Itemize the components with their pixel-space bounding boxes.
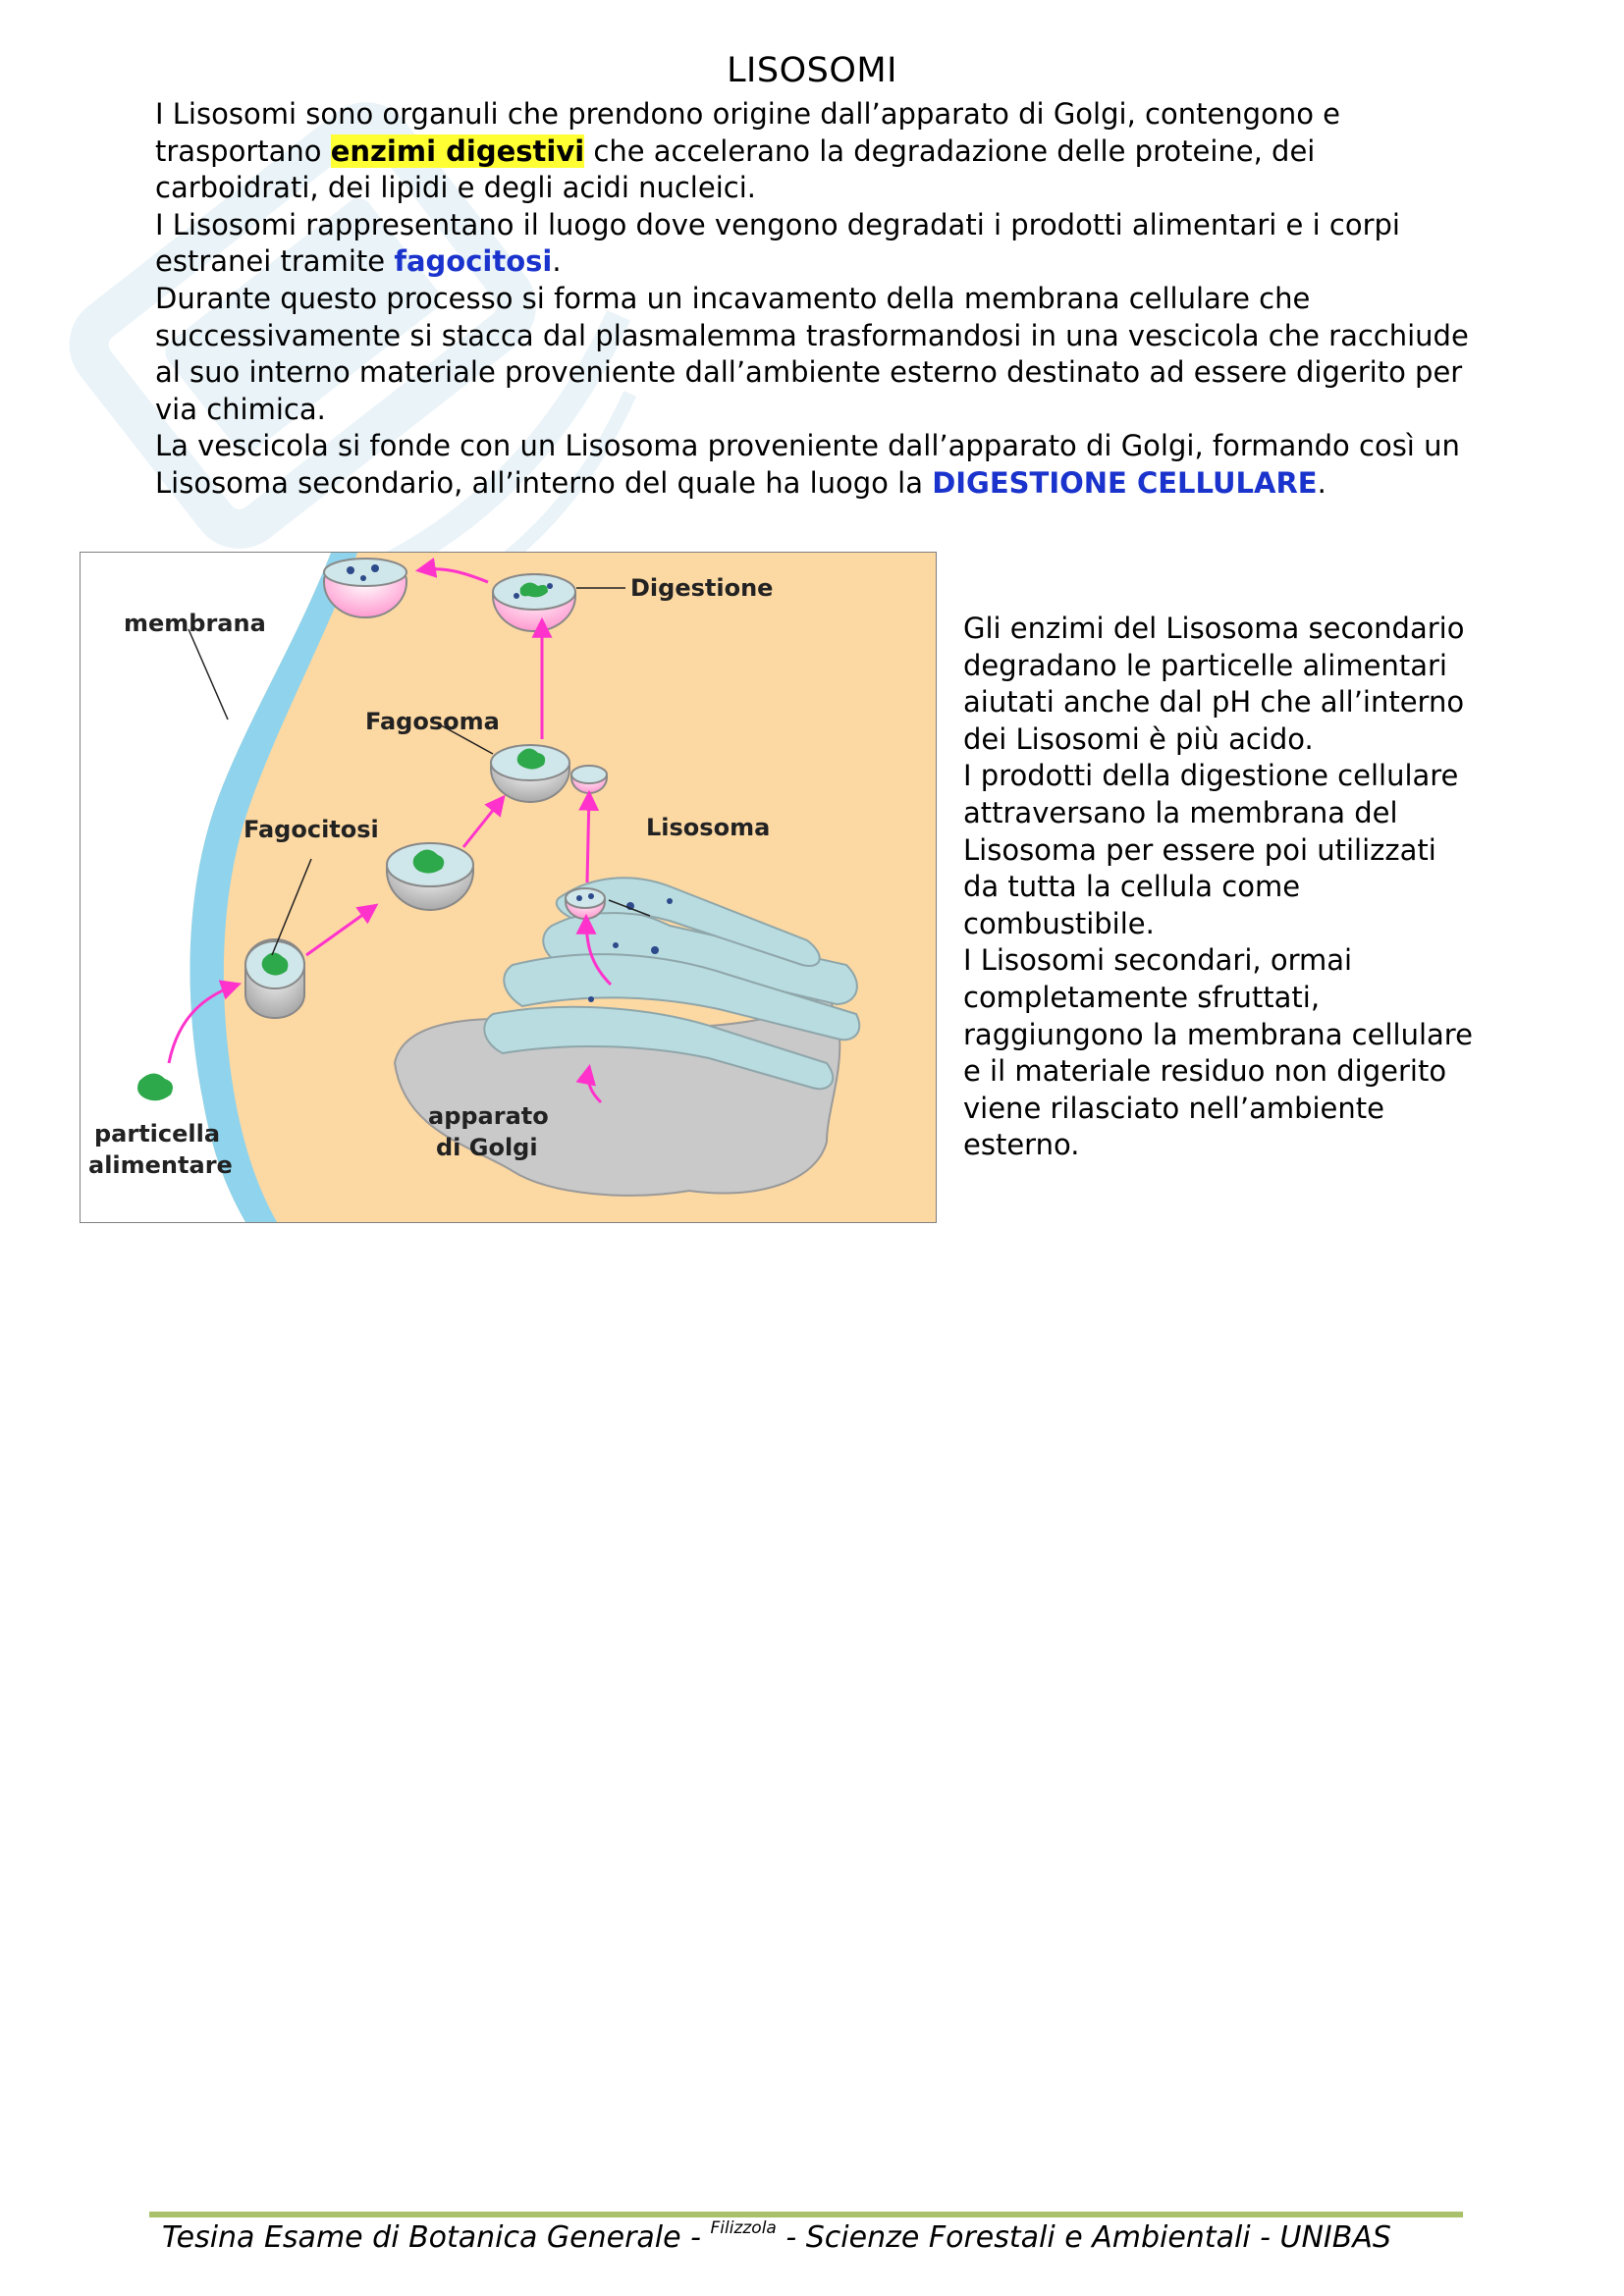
paragraph-2 bbox=[155, 207, 1471, 281]
text-span: . bbox=[552, 244, 562, 279]
label-digestione: Digestione bbox=[630, 574, 774, 602]
label-lisosoma: Lisosoma bbox=[646, 814, 771, 841]
label-alimentare: alimentare bbox=[88, 1151, 233, 1179]
label-di-golgi: di Golgi bbox=[436, 1134, 538, 1161]
text-span: che accelerano la degradazione delle proteine, dei carboidrati, dei lipidi e degli acidi nucleici. bbox=[155, 133, 1316, 205]
label-particella: particella bbox=[94, 1120, 221, 1148]
side-text bbox=[963, 611, 1474, 1164]
keyword-fagocitosi: fagocitosi bbox=[394, 244, 553, 279]
label-apparato: apparato bbox=[428, 1102, 549, 1130]
footer bbox=[162, 2218, 1468, 2255]
page-title: LISOSOMI bbox=[727, 51, 897, 90]
main-text bbox=[155, 96, 1471, 503]
text-span: I Lisosomi sono organuli che prendono origine dall’apparato di Golgi, contengono e trasportano bbox=[155, 97, 1340, 168]
highlighted-term: enzimi digestivi bbox=[330, 133, 585, 168]
label-fagocitosi: Fagocitosi bbox=[244, 816, 379, 843]
footer-right: - Scienze Forestali e Ambientali - UNIBAS bbox=[776, 2220, 1391, 2255]
vesicle-fagocitosi bbox=[245, 939, 304, 1018]
keyword-digestione-cellulare: DIGESTIONE CELLULARE bbox=[932, 465, 1318, 500]
diagram-svg bbox=[81, 553, 936, 1222]
text-span: La vescicola si fonde con un Lisosoma proveniente dall’apparato di Golgi, formando così un Lisosoma secondario, all’interno del quale ha luogo la bbox=[155, 429, 1460, 500]
side-paragraph-2: I prodotti della digestione cellulare attraversano la membrana del Lisosoma per essere poi utilizzati da tutta la cellula come combustibile. bbox=[963, 759, 1459, 940]
text-span: . bbox=[1317, 465, 1326, 500]
label-membrana: membrana bbox=[124, 610, 266, 637]
side-paragraph-3: I Lisosomi secondari, ormai completamente sfruttati, raggiungono la membrana cellulare e il materiale residuo non digerito viene rilasciato nell’ambiente esterno. bbox=[963, 943, 1473, 1162]
footer-left: Tesina Esame di Botanica Generale - bbox=[162, 2220, 711, 2255]
paragraph-1 bbox=[155, 96, 1471, 207]
label-fagosoma: Fagosoma bbox=[365, 708, 500, 735]
footer-rule bbox=[149, 2212, 1463, 2217]
footer-author: Filizzola bbox=[710, 2218, 777, 2238]
vesicle-digestione bbox=[493, 574, 575, 631]
paragraph-3: Durante questo processo si forma un incavamento della membrana cellulare che successivamente si stacca dal plasmalemma trasformandosi in una vescicola che racchiude al suo interno materiale proveniente dall’ambiente esterno destinato ad essere digerito per via chimica. bbox=[155, 281, 1469, 426]
text-span: I Lisosomi rappresentano il luogo dove vengono degradati i prodotti alimentari e i corpi estranei tramite bbox=[155, 207, 1400, 279]
vesicle-lisosoma bbox=[566, 888, 605, 919]
side-paragraph-1: Gli enzimi del Lisosoma secondario degradano le particelle alimentari aiutati anche dal pH che all’interno dei Lisosomi è più acido. bbox=[963, 612, 1465, 756]
vesicle-fagosoma bbox=[491, 745, 607, 802]
lysosome-diagram bbox=[80, 552, 937, 1223]
vesicle-intermediate bbox=[387, 843, 473, 910]
paragraph-4 bbox=[155, 428, 1471, 502]
vesicle-expelled bbox=[324, 559, 406, 617]
